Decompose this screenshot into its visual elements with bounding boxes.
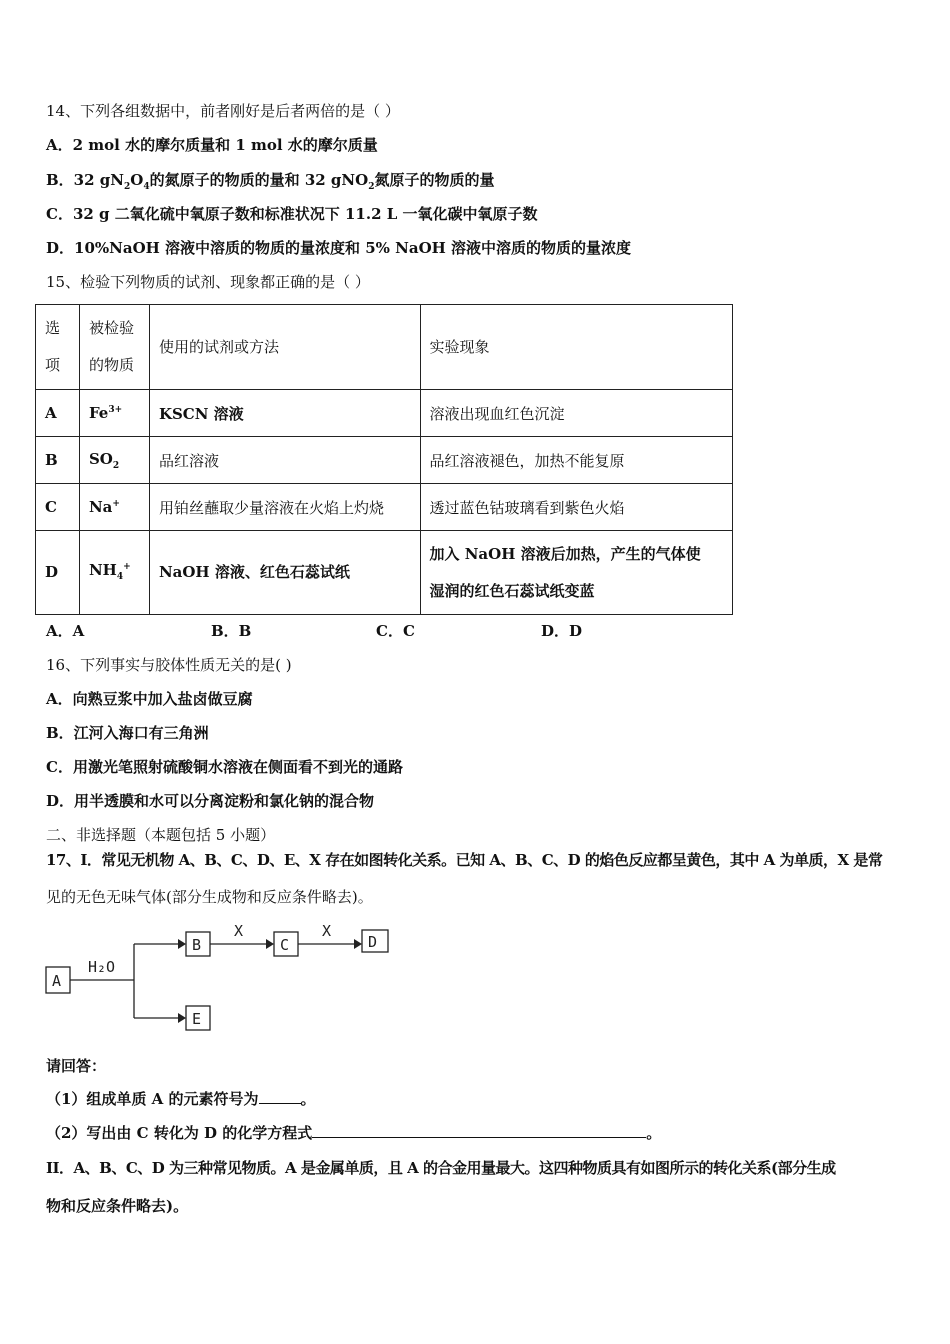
q15-choice-a: A．A	[46, 622, 85, 640]
q16-stem: 16、下列事实与胶体性质无关的是( )	[46, 656, 292, 674]
arrow-head-e	[178, 1013, 186, 1023]
q15-choice-d: D．D	[541, 622, 583, 640]
svg-text:A: A	[52, 972, 62, 990]
q14-option-d: D．10%NaOH 溶液中溶质的物质的量浓度和 5% NaOH 溶液中溶质的物质的量浓度	[46, 239, 632, 257]
row-option: C	[36, 484, 80, 531]
q17-conversion-diagram	[44, 922, 394, 1034]
row-substance: $Fe^{3+}$	[79, 390, 149, 437]
q17-part2-line1: II．A、B、C、D 为三种常见物质。A 是金属单质，且 A 的合金用量最大。这四种物质具有如图所示的转化关系(部分生成	[46, 1159, 836, 1177]
svg-text:D: D	[368, 933, 378, 951]
box-e	[186, 1006, 210, 1030]
table-row	[36, 390, 733, 437]
svg-text:B: B	[192, 936, 202, 954]
label-x1: X	[234, 922, 244, 940]
box-c	[274, 932, 298, 956]
q14-b-sub1: 2	[123, 182, 131, 192]
q15-choice-b: B．B	[211, 622, 252, 640]
q14-b-sub2: 4	[143, 182, 150, 192]
table-row	[36, 531, 733, 615]
table-row	[36, 484, 733, 531]
row-reagent: NaOH 溶液、红色石蕊试纸	[149, 531, 420, 615]
row-phenomenon: 加入 NaOH 溶液后加热，产生的气体使 湿润的红色石蕊试纸变蓝	[420, 531, 733, 615]
arrow-head-d	[354, 939, 362, 949]
arrow-head-b	[178, 939, 186, 949]
q17-sub1: （1）组成单质 A 的元素符号为 。	[46, 1090, 316, 1108]
header-option: 选 项	[36, 305, 80, 390]
row-option: D	[36, 531, 80, 615]
q14-b-post: 氮原子的物质的量	[374, 171, 495, 189]
svg-text:E: E	[192, 1010, 202, 1028]
q16-option-a: A．向熟豆浆中加入盐卤做豆腐	[46, 690, 253, 708]
row-reagent: 品红溶液	[149, 437, 420, 484]
row-phenomenon: 品红溶液褪色，加热不能复原	[420, 437, 733, 484]
q15-stem: 15、检验下列物质的试剂、现象都正确的是（ ）	[46, 273, 370, 291]
row-substance: $NH_4^+$	[79, 531, 149, 615]
arrow-head-c	[266, 939, 274, 949]
row-substance: Na+	[79, 484, 149, 531]
q17-part2-line2: 物和反应条件略去)。	[46, 1197, 189, 1215]
q17-sub2: （2）写出由 C 转化为 D 的化学方程式 。	[46, 1124, 662, 1142]
section2-heading: 二、非选择题（本题包括 5 小题）	[46, 826, 276, 844]
row-option: B	[36, 437, 80, 484]
q17-line2: 见的无色无味气体(部分生成物和反应条件略去)。	[46, 888, 373, 906]
row-phenomenon: 溶液出现血红色沉淀	[420, 390, 733, 437]
q14-b-o: O	[130, 171, 144, 189]
table-row	[36, 437, 733, 484]
header-reagent: 使用的试剂或方法	[149, 305, 420, 390]
q14-option-b	[46, 169, 494, 198]
row-substance: $SO_2$	[79, 437, 149, 484]
answer-blank-2[interactable]	[312, 1123, 646, 1138]
q16-option-d: D．用半透膜和水可以分离淀粉和氯化钠的混合物	[46, 792, 375, 810]
q16-option-b: B．江河入海口有三角洲	[46, 724, 209, 742]
q17-line1: 17、I．常见无机物 A、B、C、D、E、X 存在如图转化关系。已知 A、B、C、D 的焰色反应都呈黄色，其中 A 为单质，X 是常	[46, 851, 883, 869]
q14-stem: 14、下列各组数据中，前者刚好是后者两倍的是（ ）	[46, 102, 400, 120]
label-x2: X	[322, 922, 332, 940]
box-d	[362, 930, 388, 952]
q15-header-row	[36, 305, 733, 390]
row-reagent: KSCN 溶液	[149, 390, 420, 437]
row-option: A	[36, 390, 80, 437]
box-b	[186, 932, 210, 956]
header-substance: 被检验 的物质	[79, 305, 149, 390]
q14-b-mid: 的氮原子的物质的量和 32 gNO	[149, 171, 369, 189]
q16-option-c: C．用激光笔照射硫酸铜水溶液在侧面看不到光的通路	[46, 758, 403, 776]
box-a	[46, 967, 70, 993]
q15-choice-c: C．C	[376, 622, 415, 640]
q14-b-sub3: 2	[368, 182, 375, 192]
q14-b-pre: B．32 gN	[46, 171, 124, 189]
q15-table	[35, 304, 733, 615]
answer-blank-1[interactable]	[259, 1089, 301, 1104]
svg-text:C: C	[280, 936, 290, 954]
header-phenomenon: 实验现象	[420, 305, 733, 390]
q17-prompt: 请回答：	[46, 1057, 107, 1075]
q14-option-c: C．32 g 二氧化硫中氧原子数和标准状况下 11.2 L 一氧化碳中氧原子数	[46, 205, 538, 223]
row-reagent: 用铂丝蘸取少量溶液在火焰上灼烧	[149, 484, 420, 531]
label-h2o: H₂O	[88, 958, 116, 976]
q14-option-a: A．2 mol 水的摩尔质量和 1 mol 水的摩尔质量	[46, 136, 378, 154]
row-phenomenon: 透过蓝色钴玻璃看到紫色火焰	[420, 484, 733, 531]
